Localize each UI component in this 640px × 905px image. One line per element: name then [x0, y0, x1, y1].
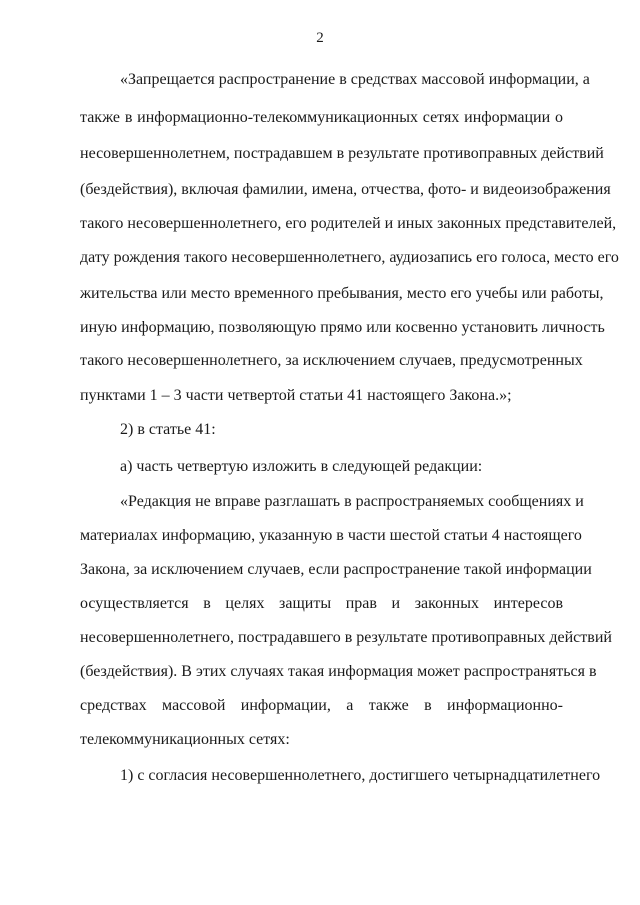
text-line: «Запрещается распространение в средствах массовой информации, а	[120, 71, 590, 88]
text-line: (бездействия), включая фамилии, имена, отчества, фото- и видеоизображения	[80, 181, 611, 198]
text-line: также в информационно-телекоммуникационных сетях информации о	[80, 109, 563, 126]
page-number: 2	[316, 30, 324, 46]
text-line: жительства или место временного пребывания, место его учебы или работы,	[80, 285, 604, 302]
text-line: а) часть четвертую изложить в следующей редакции:	[120, 458, 483, 475]
text-line: несовершеннолетнего, пострадавшего в результате противоправных действий	[80, 629, 612, 646]
text-line: (бездействия). В этих случаях такая информация может распространяться в	[80, 663, 597, 680]
text-line: материалах информацию, указанную в части шестой статьи 4 настоящего	[80, 527, 582, 544]
text-line: Закона, за исключением случаев, если распространение такой информации	[80, 561, 592, 578]
text-line: иную информацию, позволяющую прямо или косвенно установить личность	[80, 319, 605, 336]
text-line: 2) в статье 41:	[120, 421, 216, 438]
text-line: 1) с согласия несовершеннолетнего, достигшего четырнадцатилетнего	[120, 767, 601, 784]
text-line: дату рождения такого несовершеннолетнего, аудиозапись его голоса, место его	[80, 249, 619, 266]
text-line: несовершеннолетнем, пострадавшем в результате противоправных действий	[80, 145, 604, 162]
text-line: средствах массовой информации, а также в информационно-	[80, 697, 563, 714]
text-line: телекоммуникационных сетях:	[80, 731, 290, 748]
text-line: такого несовершеннолетнего, за исключением случаев, предусмотренных	[80, 352, 583, 369]
text-line: такого несовершеннолетнего, его родителей и иных законных представителей,	[80, 215, 617, 232]
text-line: пунктами 1 – 3 части четвертой статьи 41 настоящего Закона.»;	[80, 387, 512, 404]
text-line: «Редакция не вправе разглашать в распространяемых сообщениях и	[120, 493, 584, 510]
text-line: осуществляется в целях защиты прав и законных интересов	[80, 595, 563, 612]
